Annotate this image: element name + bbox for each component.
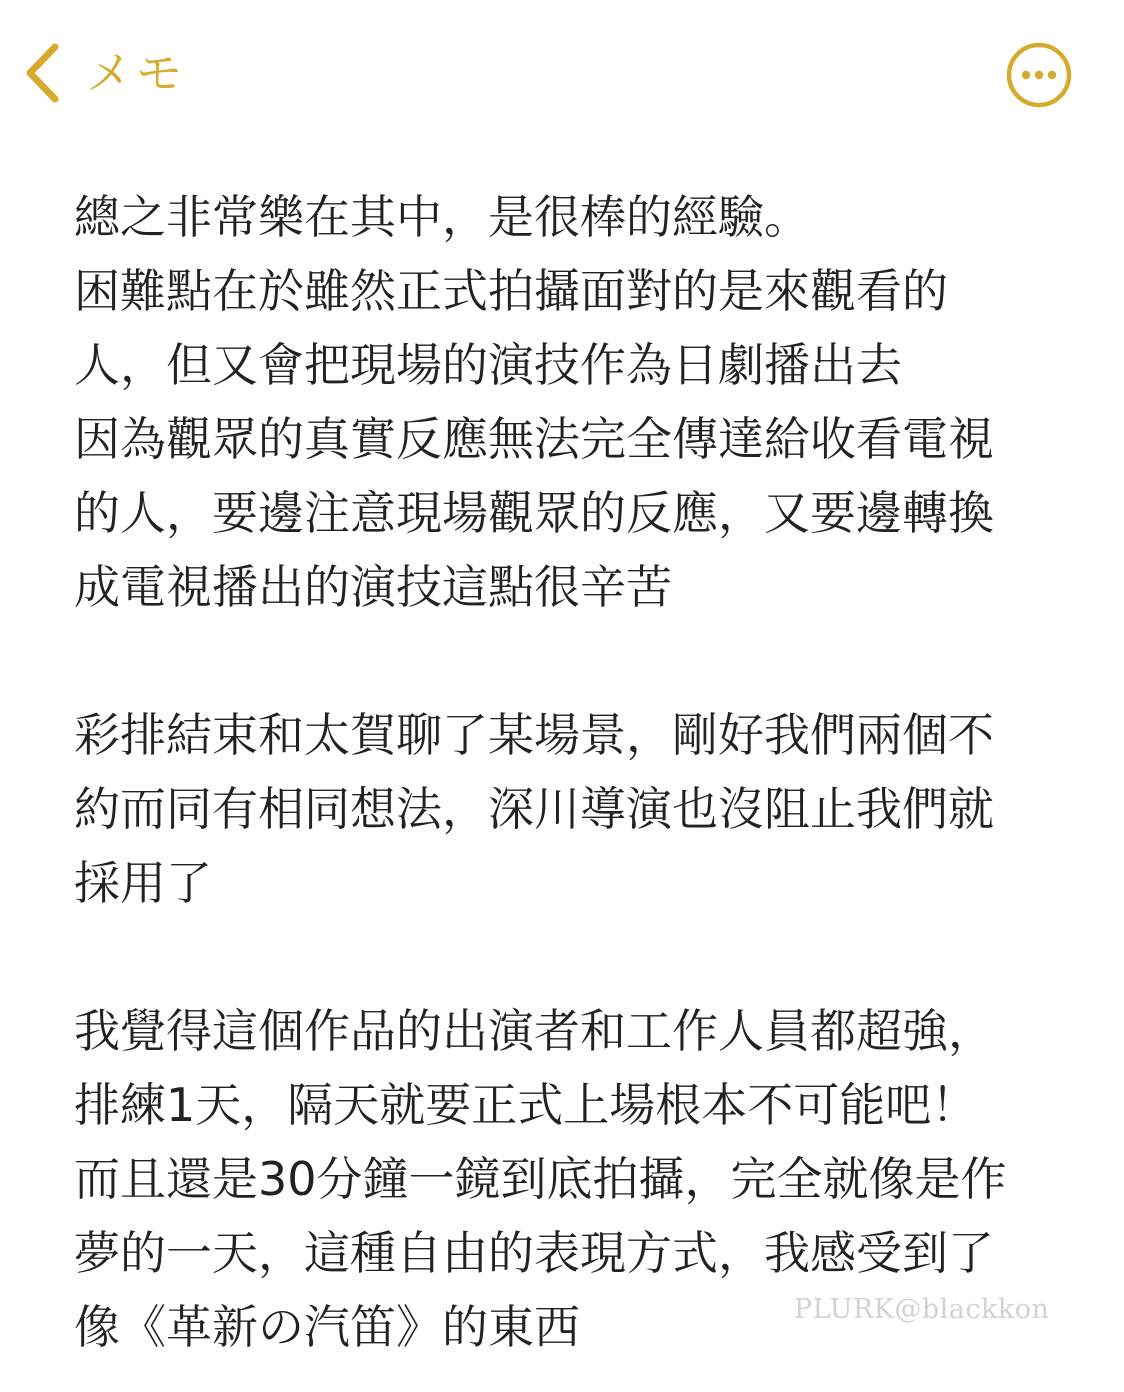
note-line: 成電視播出的演技這點很辛苦: [74, 560, 672, 614]
note-blank-line: [74, 920, 1064, 994]
note-body[interactable]: [74, 180, 1064, 1364]
more-button[interactable]: [1004, 40, 1074, 110]
note-line: 採用了: [74, 856, 212, 910]
note-line: 困難點在於雖然正式拍攝面對的是來觀看的: [74, 264, 948, 318]
note-line: 像《革新の汽笛》的東西: [74, 1300, 580, 1354]
note-line: 夢的一天，這種自由的表現方式，我感受到了: [74, 1226, 994, 1280]
note-line: 彩排結束和太賀聊了某場景，剛好我們兩個不: [74, 708, 994, 762]
note-line: 而且還是30分鐘一鏡到底拍攝，完全就像是作: [74, 1152, 1007, 1206]
back-button[interactable]: [22, 38, 186, 108]
note-line: 約而同有相同想法，深川導演也沒阻止我們就: [74, 782, 994, 836]
note-blank-line: [74, 624, 1064, 698]
note-line: 因為觀眾的真實反應無法完全傳達給收看電視: [74, 412, 994, 466]
chevron-left-icon: [22, 42, 62, 104]
note-line: 排練1天，隔天就要正式上場根本不可能吧！: [74, 1078, 978, 1132]
nav-bar: [0, 0, 1124, 150]
note-line: 我覺得這個作品的出演者和工作人員都超強，: [74, 1004, 994, 1058]
watermark: PLURK@blackkon: [794, 1294, 1050, 1325]
note-line: 總之非常樂在其中，是很棒的經驗。: [74, 190, 810, 244]
note-line: 的人，要邊注意現場觀眾的反應，又要邊轉換: [74, 486, 994, 540]
ellipsis-circle-icon: [1004, 40, 1074, 110]
back-label: メモ: [86, 46, 186, 100]
note-line: 人，但又會把現場的演技作為日劇播出去: [74, 338, 902, 392]
